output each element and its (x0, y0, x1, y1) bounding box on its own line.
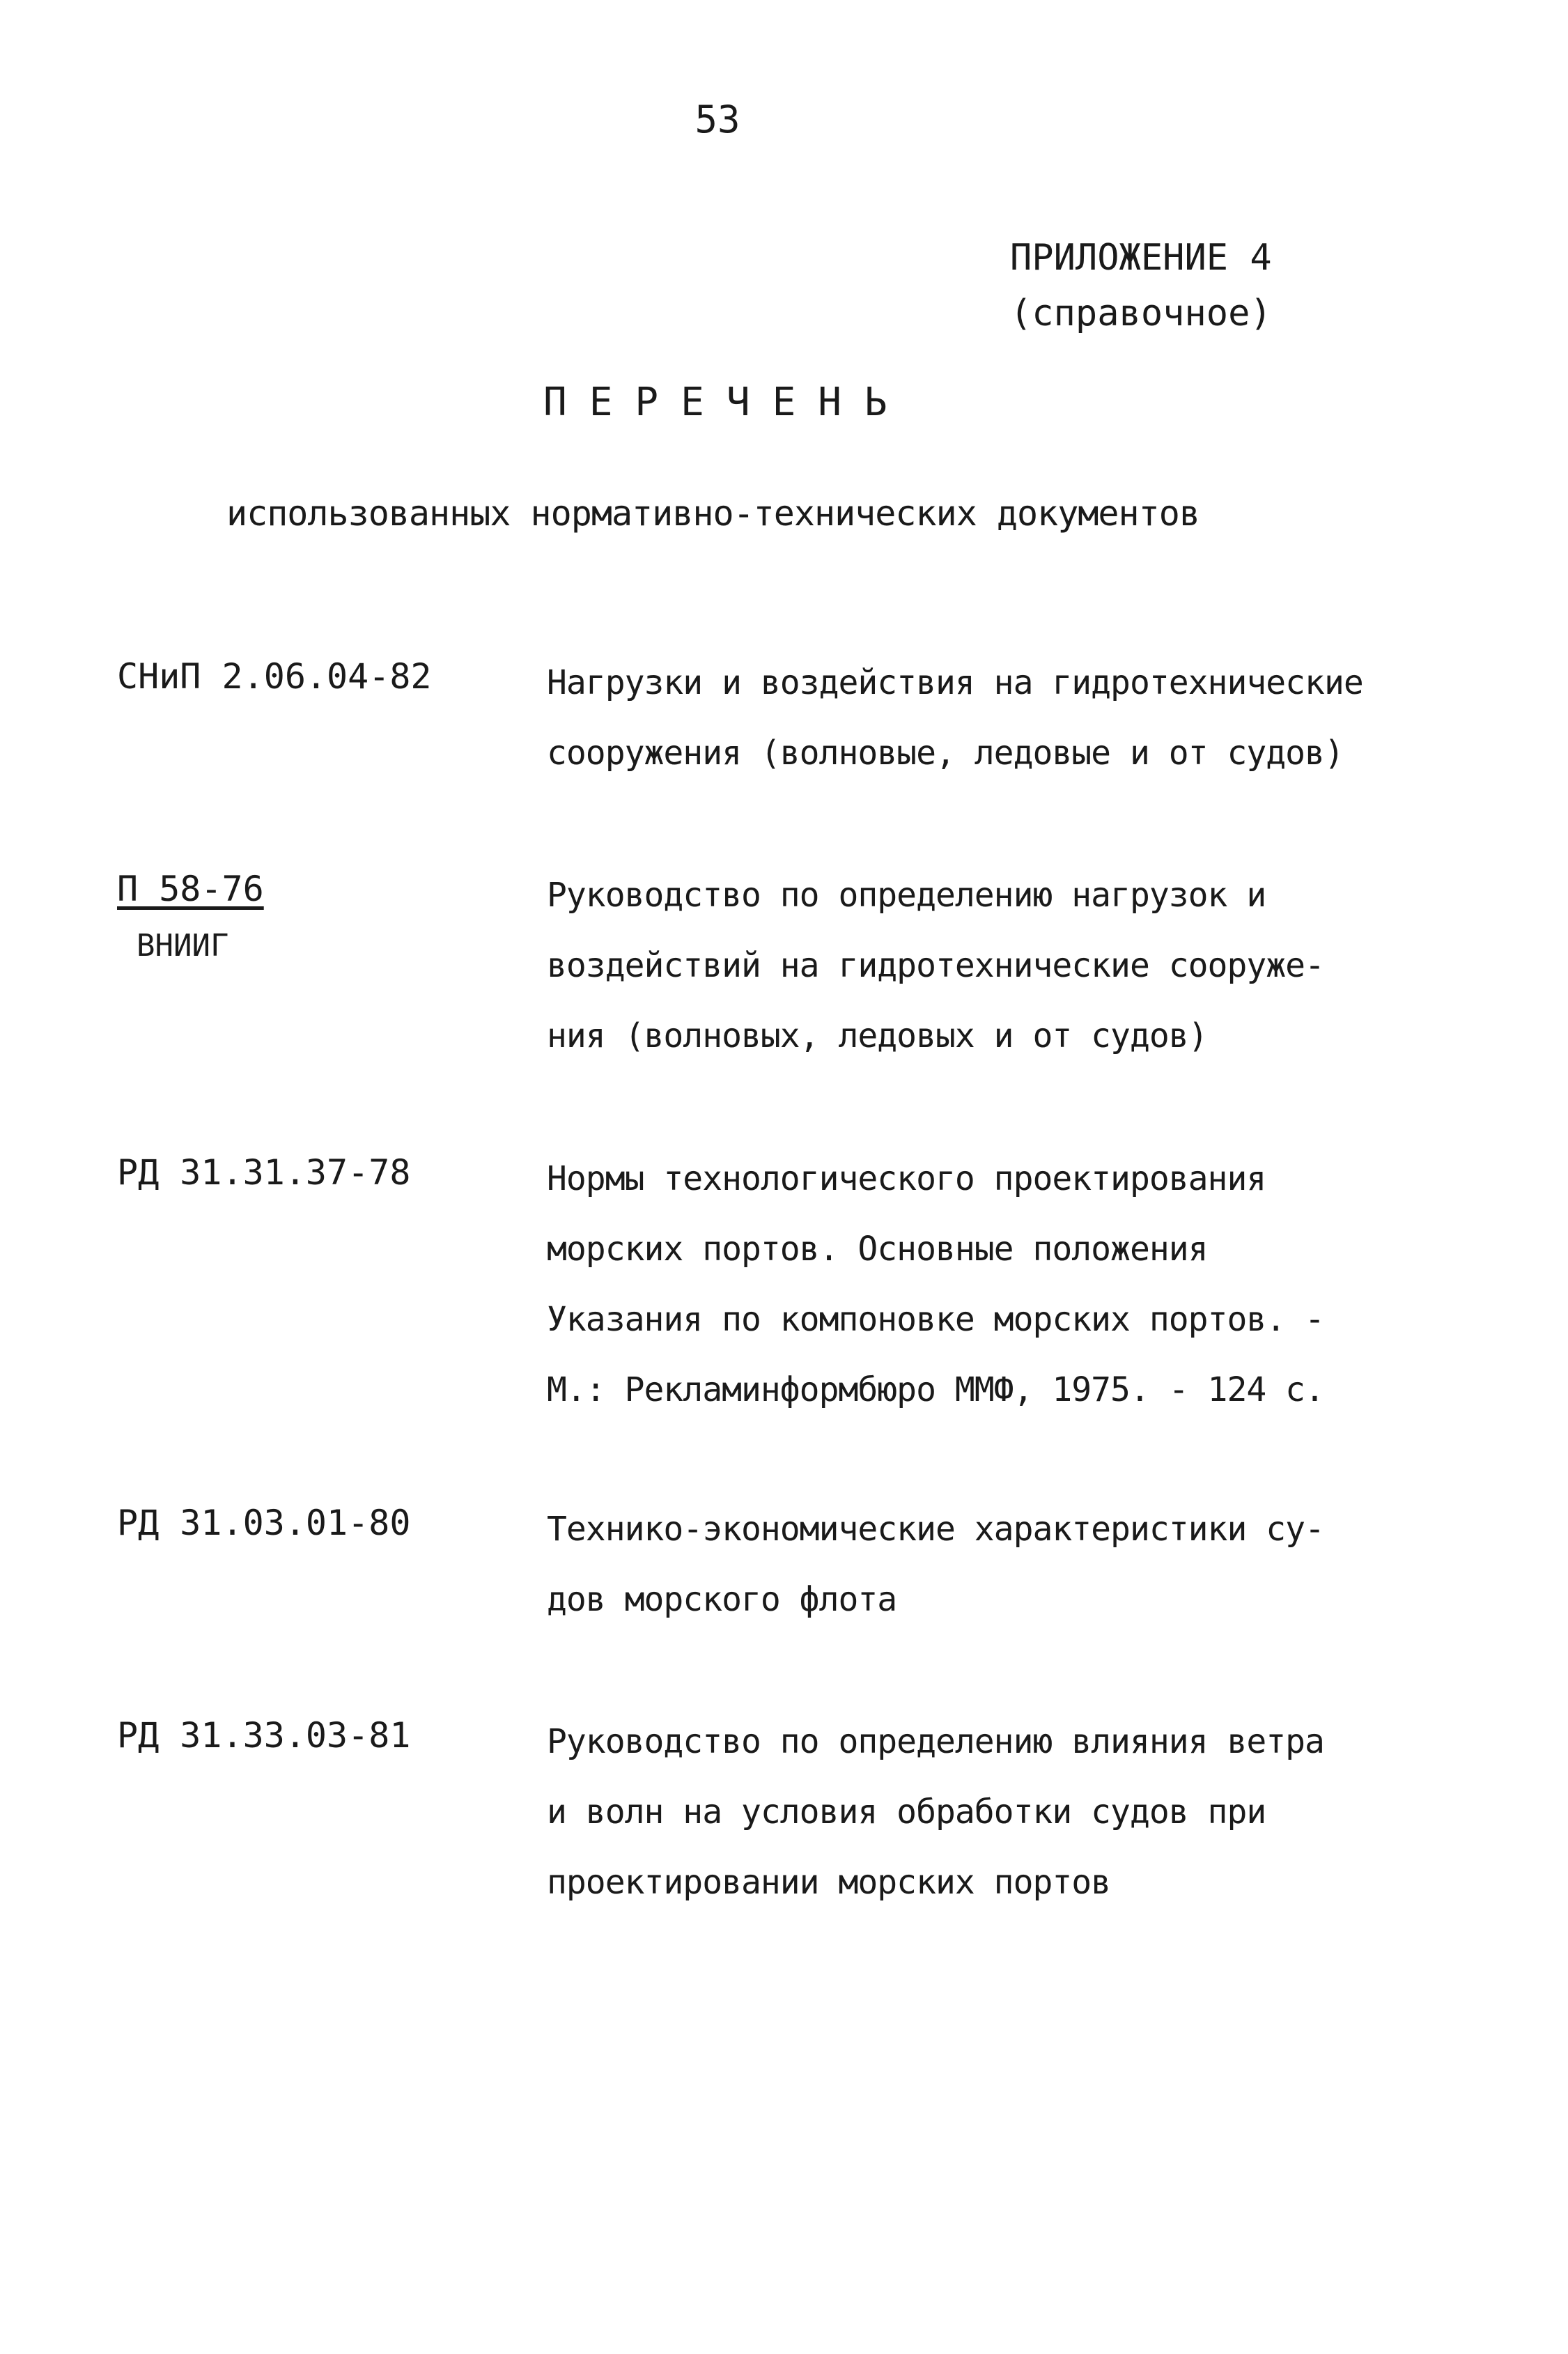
description-line: Технико-экономические характеристики су- (547, 1510, 1324, 1549)
reference-description (547, 1144, 1452, 1425)
reference-code-issuer: ВНИИГ (137, 928, 229, 963)
reference-code (117, 1144, 410, 1201)
reference-code (117, 648, 432, 705)
description-line: Нагрузки и воздействия на гидротехнические (547, 663, 1363, 702)
description-line: Указания по компоновке морских портов. - (547, 1300, 1324, 1339)
description-line: М.: Рекламинформбюро ММФ, 1975. - 124 с. (547, 1370, 1324, 1409)
reference-code-main: РД 31.33.03-81 (117, 1715, 411, 1756)
document-title: ПЕРЕЧЕНЬ (543, 380, 910, 425)
reference-code-main: СНиП 2.06.04-82 (117, 656, 432, 697)
appendix-heading (1010, 230, 1272, 341)
reference-code-main: РД 31.03.01-80 (117, 1503, 411, 1543)
reference-code (117, 1707, 410, 1764)
description-line: Нормы технологического проектирования (547, 1159, 1266, 1198)
description-line: проектировании морских портов (547, 1863, 1111, 1902)
page-number: 53 (694, 98, 740, 141)
reference-description (547, 1494, 1452, 1635)
description-line: морских портов. Основные положения (547, 1230, 1208, 1269)
description-line: дов морского флота (547, 1580, 897, 1619)
reference-description (547, 860, 1452, 1071)
description-line: Руководство по определению нагрузок и (547, 876, 1266, 915)
document-subtitle: использованных нормативно-технических документов (226, 493, 1200, 534)
reference-description (547, 1707, 1452, 1918)
description-line: сооружения (волновые, ледовые и от судов) (547, 734, 1344, 773)
reference-code-main: П 58-76 (117, 869, 264, 909)
appendix-label: ПРИЛОЖЕНИЕ 4 (1010, 237, 1272, 279)
reference-code (117, 860, 264, 975)
appendix-note: (справочное) (1010, 293, 1272, 334)
description-line: воздействий на гидротехнические сооруже- (547, 946, 1324, 985)
reference-description (547, 648, 1452, 789)
description-line: Руководство по определению влияния ветра (547, 1722, 1324, 1761)
description-line: и волн на условия обработки судов при (547, 1792, 1266, 1832)
description-line: ния (волновых, ледовых и от судов) (547, 1016, 1208, 1055)
reference-code (117, 1494, 410, 1551)
reference-code-main: РД 31.31.37-78 (117, 1152, 411, 1193)
